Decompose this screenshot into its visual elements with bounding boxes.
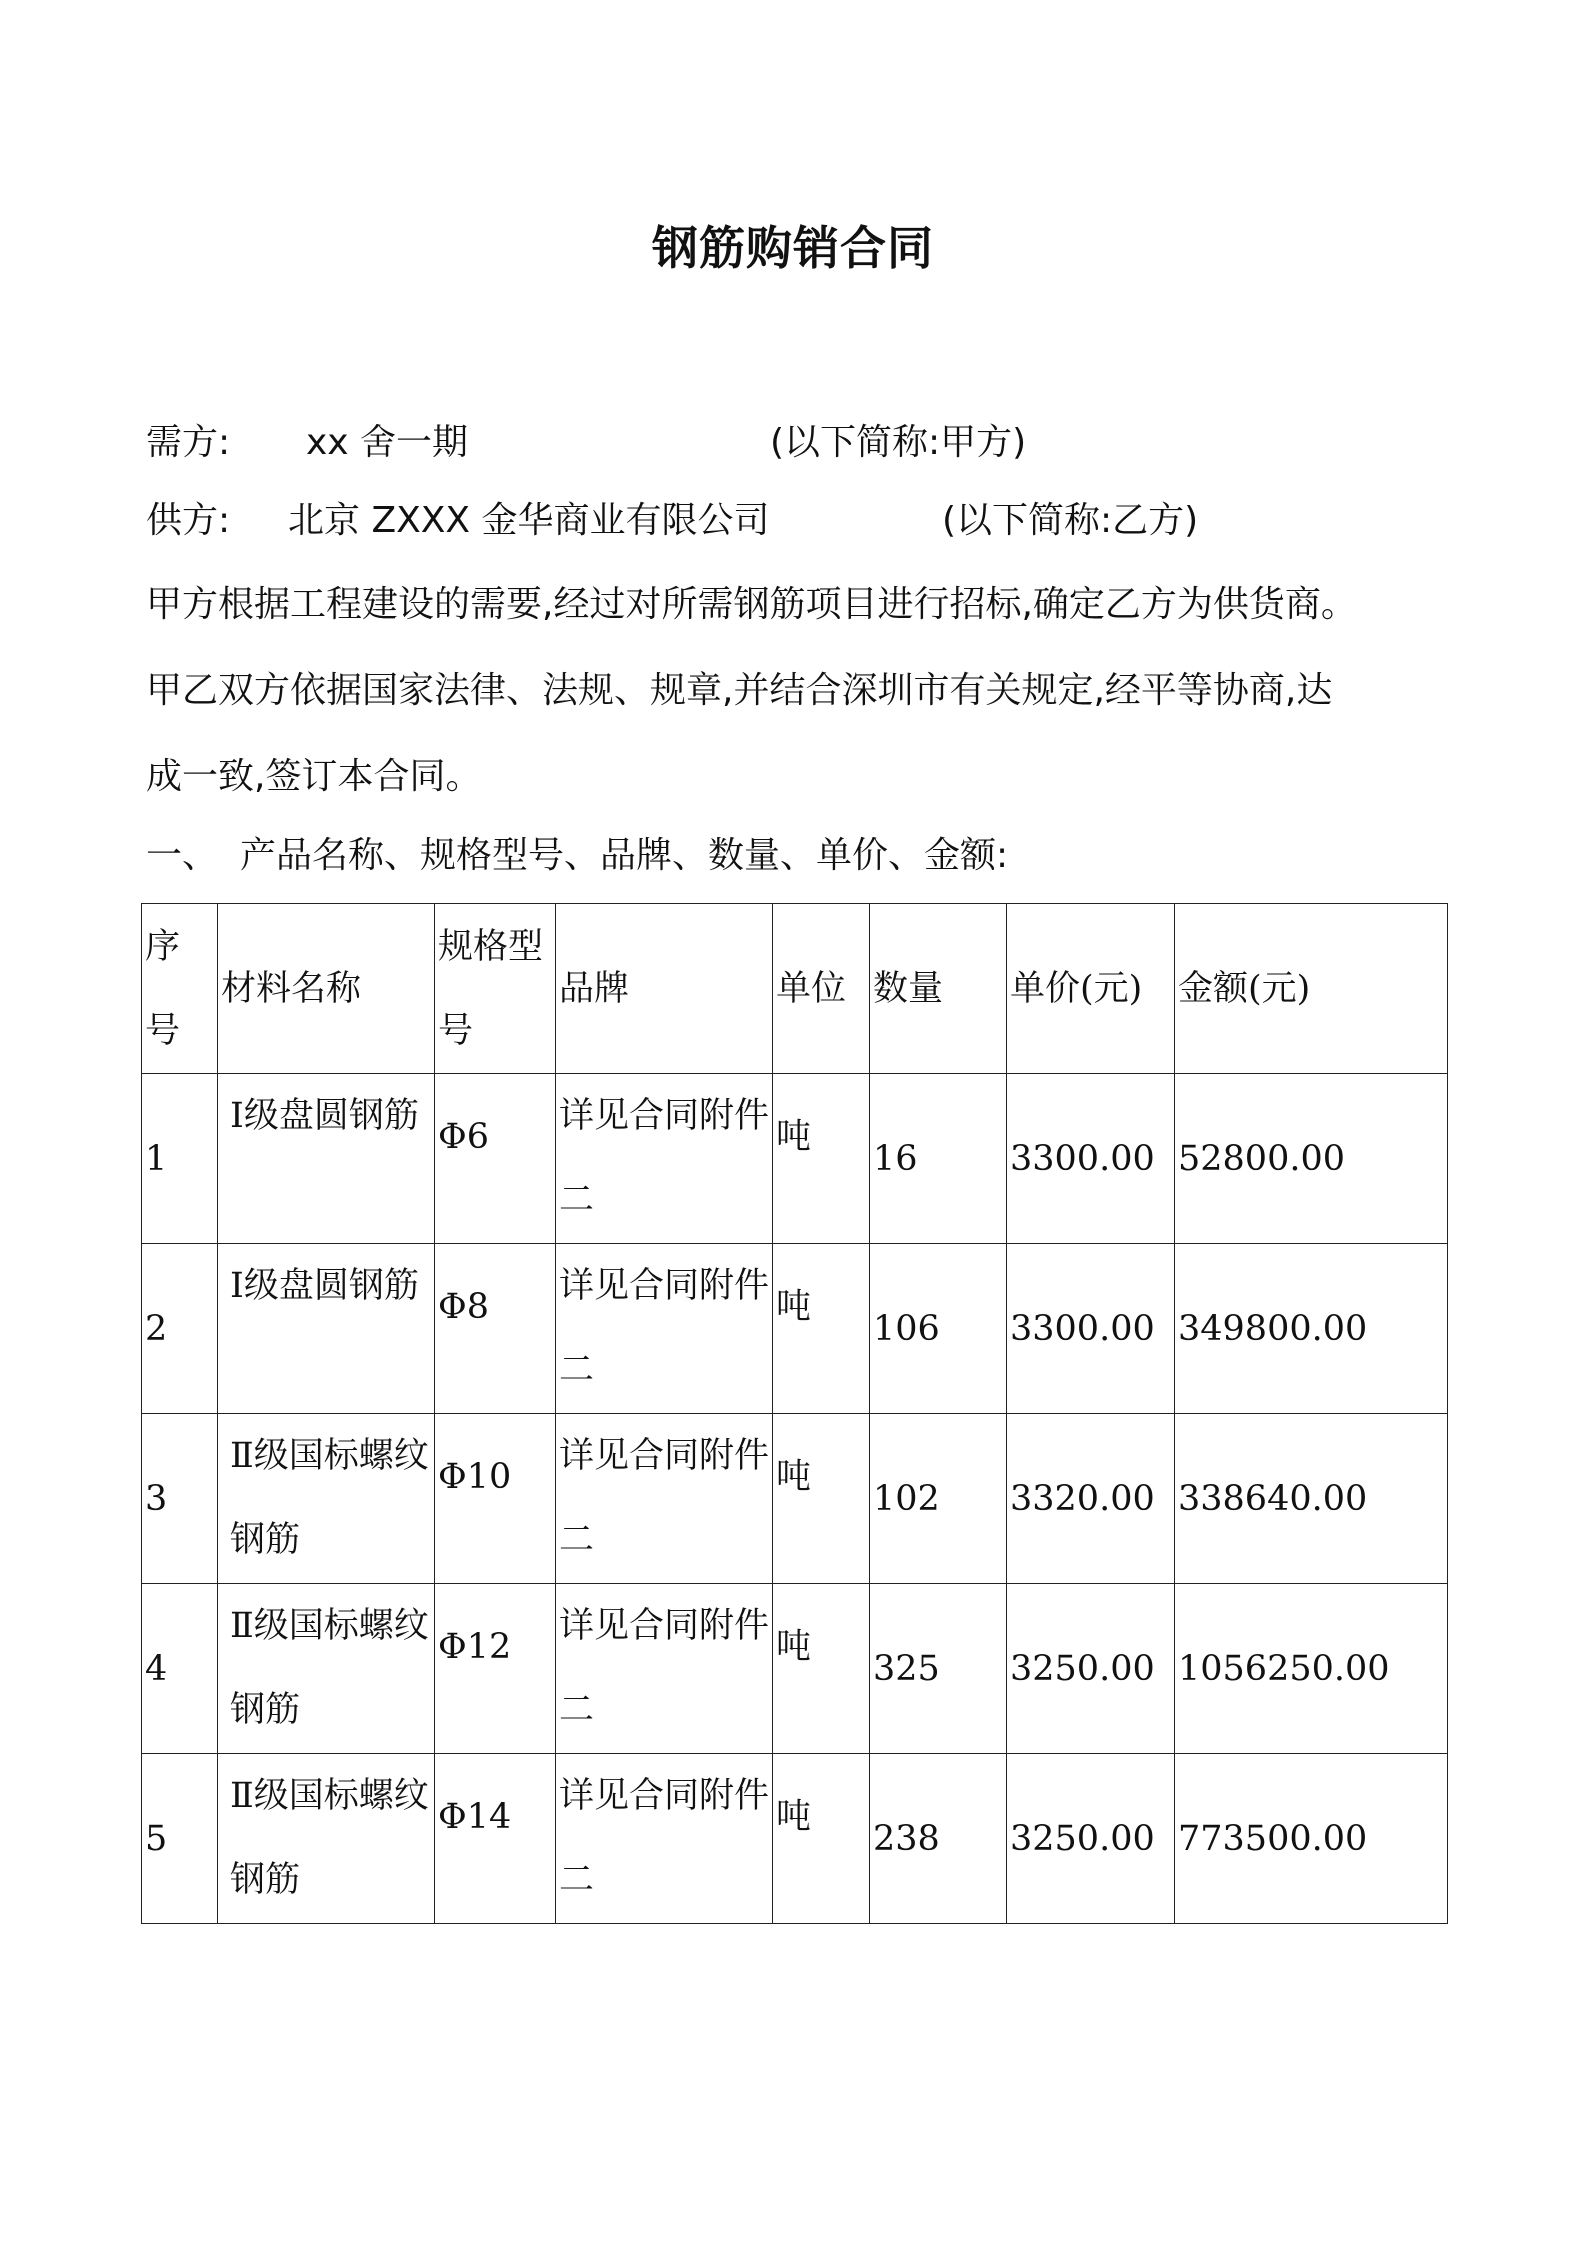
goods-table [141, 903, 1448, 1924]
supplier-label: 供方: [146, 500, 231, 541]
cell-amount: 349800.00 [1175, 1244, 1448, 1414]
cell-amount: 773500.00 [1175, 1754, 1448, 1924]
cell-spec: Φ6 [435, 1074, 556, 1244]
cell-brand: 详见合同附件二 [556, 1074, 773, 1244]
cell-price: 3320.00 [1007, 1414, 1175, 1584]
cell-unit: 吨 [773, 1754, 870, 1924]
cell-material: Ⅱ级国标螺纹钢筋 [218, 1414, 435, 1584]
table-header-row [142, 904, 1448, 1074]
cell-qty: 102 [870, 1414, 1007, 1584]
cell-unit: 吨 [773, 1244, 870, 1414]
intro-line-1: 甲方根据工程建设的需要,经过对所需钢筋项目进行招标,确定乙方为供货商。 [146, 584, 1357, 625]
cell-brand: 详见合同附件二 [556, 1584, 773, 1754]
buyer-name: xx 舍一期 [306, 422, 469, 463]
page-title: 钢筋购销合同 [652, 221, 934, 275]
supplier-name: 北京 ZXXX 金华商业有限公司 [288, 500, 770, 541]
table-row [142, 1244, 1448, 1414]
cell-amount: 338640.00 [1175, 1414, 1448, 1584]
table-row [142, 1584, 1448, 1754]
cell-seq: 1 [142, 1074, 218, 1244]
cell-material: Ⅱ级国标螺纹钢筋 [218, 1754, 435, 1924]
cell-price: 3250.00 [1007, 1754, 1175, 1924]
section-1-title: 产品名称、规格型号、品牌、数量、单价、金额: [240, 835, 1009, 876]
buyer-line [146, 418, 1246, 468]
cell-price: 3300.00 [1007, 1244, 1175, 1414]
table-row [142, 1414, 1448, 1584]
supplier-line [146, 496, 1246, 546]
header-brand: 品牌 [556, 904, 773, 1074]
cell-material: Ⅰ级盘圆钢筋 [218, 1244, 435, 1414]
cell-price: 3300.00 [1007, 1074, 1175, 1244]
cell-qty: 106 [870, 1244, 1007, 1414]
cell-price: 3250.00 [1007, 1584, 1175, 1754]
header-spec: 规格型号 [435, 904, 556, 1074]
table-row [142, 1074, 1448, 1244]
cell-seq: 3 [142, 1414, 218, 1584]
cell-brand: 详见合同附件二 [556, 1754, 773, 1924]
header-seq: 序号 [142, 904, 218, 1074]
cell-seq: 2 [142, 1244, 218, 1414]
intro-line-2: 甲乙双方依据国家法律、法规、规章,并结合深圳市有关规定,经平等协商,达 [146, 670, 1333, 711]
header-unit: 单位 [773, 904, 870, 1074]
cell-seq: 4 [142, 1584, 218, 1754]
cell-seq: 5 [142, 1754, 218, 1924]
cell-brand: 详见合同附件二 [556, 1244, 773, 1414]
cell-spec: Φ10 [435, 1414, 556, 1584]
cell-qty: 16 [870, 1074, 1007, 1244]
cell-spec: Φ12 [435, 1584, 556, 1754]
cell-spec: Φ8 [435, 1244, 556, 1414]
header-material: 材料名称 [218, 904, 435, 1074]
cell-qty: 238 [870, 1754, 1007, 1924]
cell-spec: Φ14 [435, 1754, 556, 1924]
cell-unit: 吨 [773, 1584, 870, 1754]
cell-unit: 吨 [773, 1414, 870, 1584]
intro-line-3: 成一致,签订本合同。 [146, 756, 482, 797]
header-qty: 数量 [870, 904, 1007, 1074]
cell-amount: 1056250.00 [1175, 1584, 1448, 1754]
cell-unit: 吨 [773, 1074, 870, 1244]
section-1-number: 一、 [146, 835, 219, 876]
supplier-alias: (以下简称:乙方) [942, 500, 1199, 541]
buyer-label: 需方: [146, 422, 231, 463]
section-1-heading [146, 826, 1008, 886]
table-row [142, 1754, 1448, 1924]
buyer-alias: (以下简称:甲方) [770, 422, 1027, 463]
cell-material: Ⅱ级国标螺纹钢筋 [218, 1584, 435, 1754]
header-amount: 金额(元) [1175, 904, 1448, 1074]
cell-amount: 52800.00 [1175, 1074, 1448, 1244]
cell-material: Ⅰ级盘圆钢筋 [218, 1074, 435, 1244]
cell-qty: 325 [870, 1584, 1007, 1754]
header-price: 单价(元) [1007, 904, 1175, 1074]
cell-brand: 详见合同附件二 [556, 1414, 773, 1584]
intro-paragraph [146, 562, 1466, 820]
